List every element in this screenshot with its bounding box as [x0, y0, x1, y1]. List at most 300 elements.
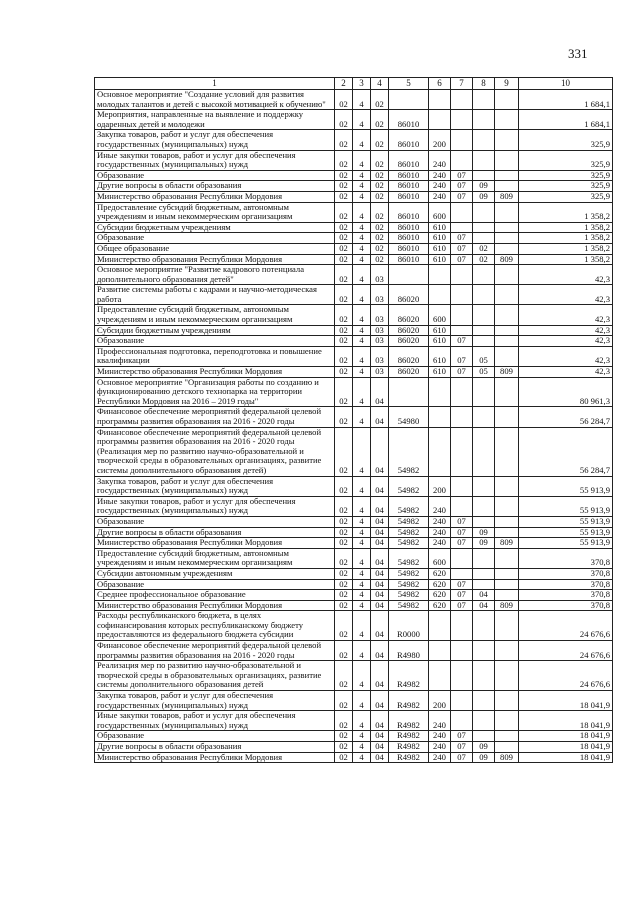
subsection-code — [473, 691, 495, 711]
section-code: 07 — [451, 538, 473, 549]
ministry-code — [495, 611, 519, 641]
direction-code: R4982 — [389, 661, 429, 691]
section-code: 07 — [451, 346, 473, 366]
subprogram-code: 4 — [353, 254, 371, 265]
event-code: 03 — [371, 325, 389, 336]
subsection-code: 04 — [473, 590, 495, 601]
subprogram-code: 4 — [353, 661, 371, 691]
direction-code: 54982 — [389, 568, 429, 579]
header-cell: 2 — [335, 78, 353, 90]
row-description: Предоставление субсидий бюджетным, автономным учреждениям и иным некоммерческим организациям — [95, 202, 335, 222]
row-description: Образование — [95, 731, 335, 742]
section-code — [451, 611, 473, 641]
expense-type-code: 620 — [429, 568, 451, 579]
row-description: Финансовое обеспечение мероприятий федеральной целевой программы развития образования на 2016 - 2020 годы (Реализация мер по развитию научно-образовательной и творческой среды в образовательных организациях, развитие системы дополнительного образования детей) — [95, 427, 335, 476]
row-description: Развитие системы работы с кадрами и научно-методическая работа — [95, 285, 335, 305]
subsection-code — [473, 265, 495, 285]
subprogram-code: 4 — [353, 611, 371, 641]
amount: 1 684,1 — [519, 90, 613, 110]
program-code: 02 — [335, 407, 353, 427]
program-code: 02 — [335, 731, 353, 742]
expense-type-code: 200 — [429, 691, 451, 711]
expense-type-code: 600 — [429, 305, 451, 325]
section-code — [451, 222, 473, 233]
expense-type-code: 240 — [429, 496, 451, 516]
subsection-code — [473, 90, 495, 110]
event-code: 04 — [371, 548, 389, 568]
subsection-code: 02 — [473, 254, 495, 265]
table-row — [95, 731, 613, 742]
table-row — [95, 407, 613, 427]
subprogram-code: 4 — [353, 516, 371, 527]
event-code: 02 — [371, 110, 389, 130]
subsection-code — [473, 611, 495, 641]
row-description: Среднее профессиональное образование — [95, 590, 335, 601]
amount: 24 676,6 — [519, 611, 613, 641]
event-code: 03 — [371, 305, 389, 325]
amount: 1 358,2 — [519, 254, 613, 265]
direction-code: 86020 — [389, 325, 429, 336]
expense-type-code: 610 — [429, 243, 451, 254]
ministry-code — [495, 265, 519, 285]
ministry-code: 809 — [495, 752, 519, 763]
event-code: 04 — [371, 527, 389, 538]
table-row — [95, 742, 613, 753]
event-code: 04 — [371, 731, 389, 742]
event-code: 02 — [371, 254, 389, 265]
direction-code: R4982 — [389, 731, 429, 742]
program-code: 02 — [335, 254, 353, 265]
direction-code: 86010 — [389, 150, 429, 170]
program-code: 02 — [335, 611, 353, 641]
header-cell: 7 — [451, 78, 473, 90]
direction-code: 54982 — [389, 600, 429, 611]
amount: 325,9 — [519, 150, 613, 170]
program-code: 02 — [335, 325, 353, 336]
expense-type-code: 240 — [429, 181, 451, 192]
row-description: Предоставление субсидий бюджетным, автономным учреждениям и иным некоммерческим организациям — [95, 548, 335, 568]
amount: 24 676,6 — [519, 661, 613, 691]
subsection-code: 09 — [473, 742, 495, 753]
row-description: Мероприятия, направленные на выявление и поддержку одаренных детей и молодежи — [95, 110, 335, 130]
amount: 1 358,2 — [519, 233, 613, 244]
event-code: 04 — [371, 661, 389, 691]
amount: 55 913,9 — [519, 496, 613, 516]
expense-type-code: 240 — [429, 516, 451, 527]
row-description: Иные закупки товаров, работ и услуг для обеспечения государственных (муниципальных) нужд — [95, 496, 335, 516]
program-code: 02 — [335, 170, 353, 181]
direction-code: 86010 — [389, 170, 429, 181]
amount: 1 358,2 — [519, 222, 613, 233]
subprogram-code: 4 — [353, 527, 371, 538]
row-description: Профессиональная подготовка, переподготовка и повышение квалификации — [95, 346, 335, 366]
event-code: 04 — [371, 691, 389, 711]
event-code: 04 — [371, 752, 389, 763]
event-code: 02 — [371, 90, 389, 110]
section-code: 07 — [451, 336, 473, 347]
ministry-code: 809 — [495, 191, 519, 202]
section-code — [451, 90, 473, 110]
ministry-code — [495, 90, 519, 110]
table-row — [95, 110, 613, 130]
amount: 18 041,9 — [519, 752, 613, 763]
header-cell: 8 — [473, 78, 495, 90]
expense-type-code: 610 — [429, 222, 451, 233]
direction-code: R0000 — [389, 611, 429, 641]
section-code: 07 — [451, 516, 473, 527]
ministry-code — [495, 243, 519, 254]
expense-type-code: 200 — [429, 130, 451, 150]
subprogram-code: 4 — [353, 548, 371, 568]
ministry-code — [495, 476, 519, 496]
event-code: 04 — [371, 516, 389, 527]
expense-type-code: 620 — [429, 590, 451, 601]
subprogram-code: 4 — [353, 367, 371, 378]
subprogram-code: 4 — [353, 377, 371, 407]
subsection-code — [473, 130, 495, 150]
subsection-code — [473, 233, 495, 244]
table-row — [95, 265, 613, 285]
amount: 42,3 — [519, 265, 613, 285]
row-description: Общее образование — [95, 243, 335, 254]
section-code — [451, 496, 473, 516]
subsection-code — [473, 427, 495, 476]
amount: 1 358,2 — [519, 243, 613, 254]
subprogram-code: 4 — [353, 181, 371, 192]
ministry-code — [495, 377, 519, 407]
subsection-code — [473, 222, 495, 233]
direction-code — [389, 265, 429, 285]
subsection-code: 09 — [473, 527, 495, 538]
subprogram-code: 4 — [353, 325, 371, 336]
program-code: 02 — [335, 527, 353, 538]
section-code — [451, 691, 473, 711]
table-row — [95, 691, 613, 711]
ministry-code: 809 — [495, 367, 519, 378]
program-code: 02 — [335, 548, 353, 568]
ministry-code — [495, 548, 519, 568]
row-description: Предоставление субсидий бюджетным, автономным учреждениям и иным некоммерческим организациям — [95, 305, 335, 325]
section-code — [451, 711, 473, 731]
table-row — [95, 336, 613, 347]
ministry-code — [495, 742, 519, 753]
event-code: 02 — [371, 191, 389, 202]
direction-code: 86010 — [389, 233, 429, 244]
direction-code — [389, 90, 429, 110]
row-description: Основное мероприятие "Организация работы по созданию и функционированию детского технопарка на территории Республики Мордовия на 2016 – 2019 годы" — [95, 377, 335, 407]
row-description: Министерство образования Республики Мордовия — [95, 538, 335, 549]
ministry-code: 809 — [495, 538, 519, 549]
ministry-code — [495, 590, 519, 601]
subsection-code: 02 — [473, 243, 495, 254]
program-code: 02 — [335, 305, 353, 325]
subprogram-code: 4 — [353, 170, 371, 181]
subprogram-code: 4 — [353, 641, 371, 661]
subprogram-code: 4 — [353, 305, 371, 325]
event-code: 03 — [371, 346, 389, 366]
expense-type-code: 610 — [429, 254, 451, 265]
subsection-code — [473, 641, 495, 661]
direction-code: R4982 — [389, 752, 429, 763]
amount: 370,8 — [519, 579, 613, 590]
row-description: Образование — [95, 170, 335, 181]
subprogram-code: 4 — [353, 407, 371, 427]
subprogram-code: 4 — [353, 130, 371, 150]
direction-code: 86020 — [389, 367, 429, 378]
event-code: 04 — [371, 579, 389, 590]
event-code: 04 — [371, 496, 389, 516]
subprogram-code: 4 — [353, 346, 371, 366]
ministry-code — [495, 202, 519, 222]
row-description: Иные закупки товаров, работ и услуг для обеспечения государственных (муниципальных) нужд — [95, 711, 335, 731]
direction-code: 86010 — [389, 222, 429, 233]
expense-type-code: 240 — [429, 711, 451, 731]
section-code — [451, 377, 473, 407]
section-code: 07 — [451, 579, 473, 590]
section-code — [451, 661, 473, 691]
ministry-code — [495, 285, 519, 305]
ministry-code: 809 — [495, 254, 519, 265]
subprogram-code: 4 — [353, 568, 371, 579]
event-code: 04 — [371, 742, 389, 753]
direction-code: 86020 — [389, 305, 429, 325]
subsection-code — [473, 711, 495, 731]
subsection-code: 09 — [473, 191, 495, 202]
section-code: 07 — [451, 600, 473, 611]
page-number: 331 — [568, 46, 588, 61]
table-row — [95, 711, 613, 731]
section-code: 07 — [451, 742, 473, 753]
direction-code: 86010 — [389, 254, 429, 265]
program-code: 02 — [335, 427, 353, 476]
expense-type-code: 240 — [429, 150, 451, 170]
direction-code: R4982 — [389, 742, 429, 753]
direction-code: 86010 — [389, 191, 429, 202]
subprogram-code: 4 — [353, 600, 371, 611]
subprogram-code: 4 — [353, 222, 371, 233]
section-code — [451, 130, 473, 150]
table-row — [95, 233, 613, 244]
amount: 325,9 — [519, 191, 613, 202]
subsection-code — [473, 516, 495, 527]
program-code: 02 — [335, 752, 353, 763]
program-code: 02 — [335, 661, 353, 691]
expense-type-code: 610 — [429, 346, 451, 366]
subprogram-code: 4 — [353, 285, 371, 305]
amount: 325,9 — [519, 130, 613, 150]
expense-type-code: 620 — [429, 600, 451, 611]
row-description: Другие вопросы в области образования — [95, 527, 335, 538]
program-code: 02 — [335, 130, 353, 150]
ministry-code — [495, 516, 519, 527]
subprogram-code: 4 — [353, 265, 371, 285]
subprogram-code: 4 — [353, 496, 371, 516]
ministry-code — [495, 641, 519, 661]
direction-code: 54982 — [389, 590, 429, 601]
row-description: Закупка товаров, работ и услуг для обеспечения государственных (муниципальных) нужд — [95, 476, 335, 496]
program-code: 02 — [335, 538, 353, 549]
table-row — [95, 191, 613, 202]
table-row — [95, 476, 613, 496]
row-description: Финансовое обеспечение мероприятий федеральной целевой программы развития образования на 2016 - 2020 годы — [95, 407, 335, 427]
header-cell: 1 — [95, 78, 335, 90]
subprogram-code: 4 — [353, 150, 371, 170]
subprogram-code: 4 — [353, 742, 371, 753]
event-code: 04 — [371, 590, 389, 601]
ministry-code — [495, 407, 519, 427]
program-code: 02 — [335, 191, 353, 202]
subsection-code — [473, 336, 495, 347]
expense-type-code: 610 — [429, 325, 451, 336]
ministry-code — [495, 181, 519, 192]
direction-code: 54982 — [389, 527, 429, 538]
program-code: 02 — [335, 476, 353, 496]
table-row — [95, 579, 613, 590]
expense-type-code: 610 — [429, 233, 451, 244]
event-code: 02 — [371, 222, 389, 233]
section-code: 07 — [451, 752, 473, 763]
ministry-code — [495, 336, 519, 347]
table-row — [95, 367, 613, 378]
amount: 56 284,7 — [519, 427, 613, 476]
direction-code: 54982 — [389, 579, 429, 590]
subsection-code — [473, 568, 495, 579]
subsection-code — [473, 548, 495, 568]
subsection-code — [473, 305, 495, 325]
expense-type-code: 610 — [429, 336, 451, 347]
amount: 325,9 — [519, 181, 613, 192]
ministry-code — [495, 325, 519, 336]
expense-type-code: 240 — [429, 752, 451, 763]
section-code — [451, 476, 473, 496]
event-code: 03 — [371, 336, 389, 347]
ministry-code — [495, 110, 519, 130]
ministry-code — [495, 731, 519, 742]
section-code: 07 — [451, 181, 473, 192]
subsection-code — [473, 285, 495, 305]
direction-code: 54982 — [389, 427, 429, 476]
subprogram-code: 4 — [353, 233, 371, 244]
row-description: Закупка товаров, работ и услуг для обеспечения государственных (муниципальных) нужд — [95, 130, 335, 150]
program-code: 02 — [335, 691, 353, 711]
table-row — [95, 170, 613, 181]
expense-type-code — [429, 661, 451, 691]
direction-code: 86020 — [389, 336, 429, 347]
row-description: Министерство образования Республики Мордовия — [95, 752, 335, 763]
subsection-code: 09 — [473, 181, 495, 192]
amount: 42,3 — [519, 325, 613, 336]
ministry-code — [495, 661, 519, 691]
section-code — [451, 641, 473, 661]
table-row — [95, 548, 613, 568]
section-code — [451, 265, 473, 285]
amount: 24 676,6 — [519, 641, 613, 661]
table-row — [95, 600, 613, 611]
table-row — [95, 427, 613, 476]
section-code — [451, 427, 473, 476]
direction-code: 54980 — [389, 407, 429, 427]
section-code — [451, 202, 473, 222]
program-code: 02 — [335, 181, 353, 192]
subprogram-code: 4 — [353, 336, 371, 347]
row-description: Субсидии автономным учреждениям — [95, 568, 335, 579]
direction-code: 54982 — [389, 496, 429, 516]
event-code: 04 — [371, 538, 389, 549]
event-code: 04 — [371, 611, 389, 641]
subsection-code — [473, 496, 495, 516]
row-description: Основное мероприятие "Создание условий для развития молодых талантов и детей с высокой мотивацией к обучению" — [95, 90, 335, 110]
direction-code: 54982 — [389, 516, 429, 527]
direction-code: R4980 — [389, 641, 429, 661]
program-code: 02 — [335, 496, 353, 516]
row-description: Другие вопросы в области образования — [95, 181, 335, 192]
direction-code: 86010 — [389, 110, 429, 130]
amount: 55 913,9 — [519, 516, 613, 527]
program-code: 02 — [335, 742, 353, 753]
subsection-code: 05 — [473, 367, 495, 378]
section-code: 07 — [451, 367, 473, 378]
subsection-code — [473, 325, 495, 336]
row-description: Реализация мер по развитию научно-образовательной и творческой среды в образовательных организациях, развитие системы дополнительного образования детей — [95, 661, 335, 691]
program-code: 02 — [335, 243, 353, 254]
table-row — [95, 641, 613, 661]
amount: 42,3 — [519, 346, 613, 366]
subprogram-code: 4 — [353, 202, 371, 222]
direction-code: 86010 — [389, 181, 429, 192]
table-row — [95, 181, 613, 192]
section-code: 07 — [451, 254, 473, 265]
subsection-code — [473, 661, 495, 691]
header-cell: 5 — [389, 78, 429, 90]
row-description: Финансовое обеспечение мероприятий федеральной целевой программы развития образования на 2016 - 2020 годы — [95, 641, 335, 661]
direction-code: 86010 — [389, 130, 429, 150]
table-row — [95, 661, 613, 691]
table-row — [95, 538, 613, 549]
expense-type-code — [429, 407, 451, 427]
row-description: Иные закупки товаров, работ и услуг для обеспечения государственных (муниципальных) нужд — [95, 150, 335, 170]
subprogram-code: 4 — [353, 731, 371, 742]
table-row — [95, 222, 613, 233]
section-code — [451, 325, 473, 336]
program-code: 02 — [335, 202, 353, 222]
table-row — [95, 150, 613, 170]
row-description: Образование — [95, 233, 335, 244]
section-code: 07 — [451, 731, 473, 742]
event-code: 02 — [371, 233, 389, 244]
subprogram-code: 4 — [353, 691, 371, 711]
amount: 18 041,9 — [519, 711, 613, 731]
expense-type-code — [429, 90, 451, 110]
event-code: 02 — [371, 130, 389, 150]
subprogram-code: 4 — [353, 579, 371, 590]
subprogram-code: 4 — [353, 191, 371, 202]
row-description: Расходы республиканского бюджета, в целях софинансирования которых республиканскому бюджету предоставляются из федерального бюджета субсидии — [95, 611, 335, 641]
amount: 18 041,9 — [519, 742, 613, 753]
amount: 42,3 — [519, 336, 613, 347]
subprogram-code: 4 — [353, 110, 371, 130]
program-code: 02 — [335, 233, 353, 244]
subsection-code: 05 — [473, 346, 495, 366]
event-code: 04 — [371, 641, 389, 661]
section-code: 07 — [451, 170, 473, 181]
table-row — [95, 254, 613, 265]
amount: 1 358,2 — [519, 202, 613, 222]
program-code: 02 — [335, 600, 353, 611]
event-code: 04 — [371, 407, 389, 427]
amount: 370,8 — [519, 600, 613, 611]
ministry-code — [495, 170, 519, 181]
program-code: 02 — [335, 336, 353, 347]
